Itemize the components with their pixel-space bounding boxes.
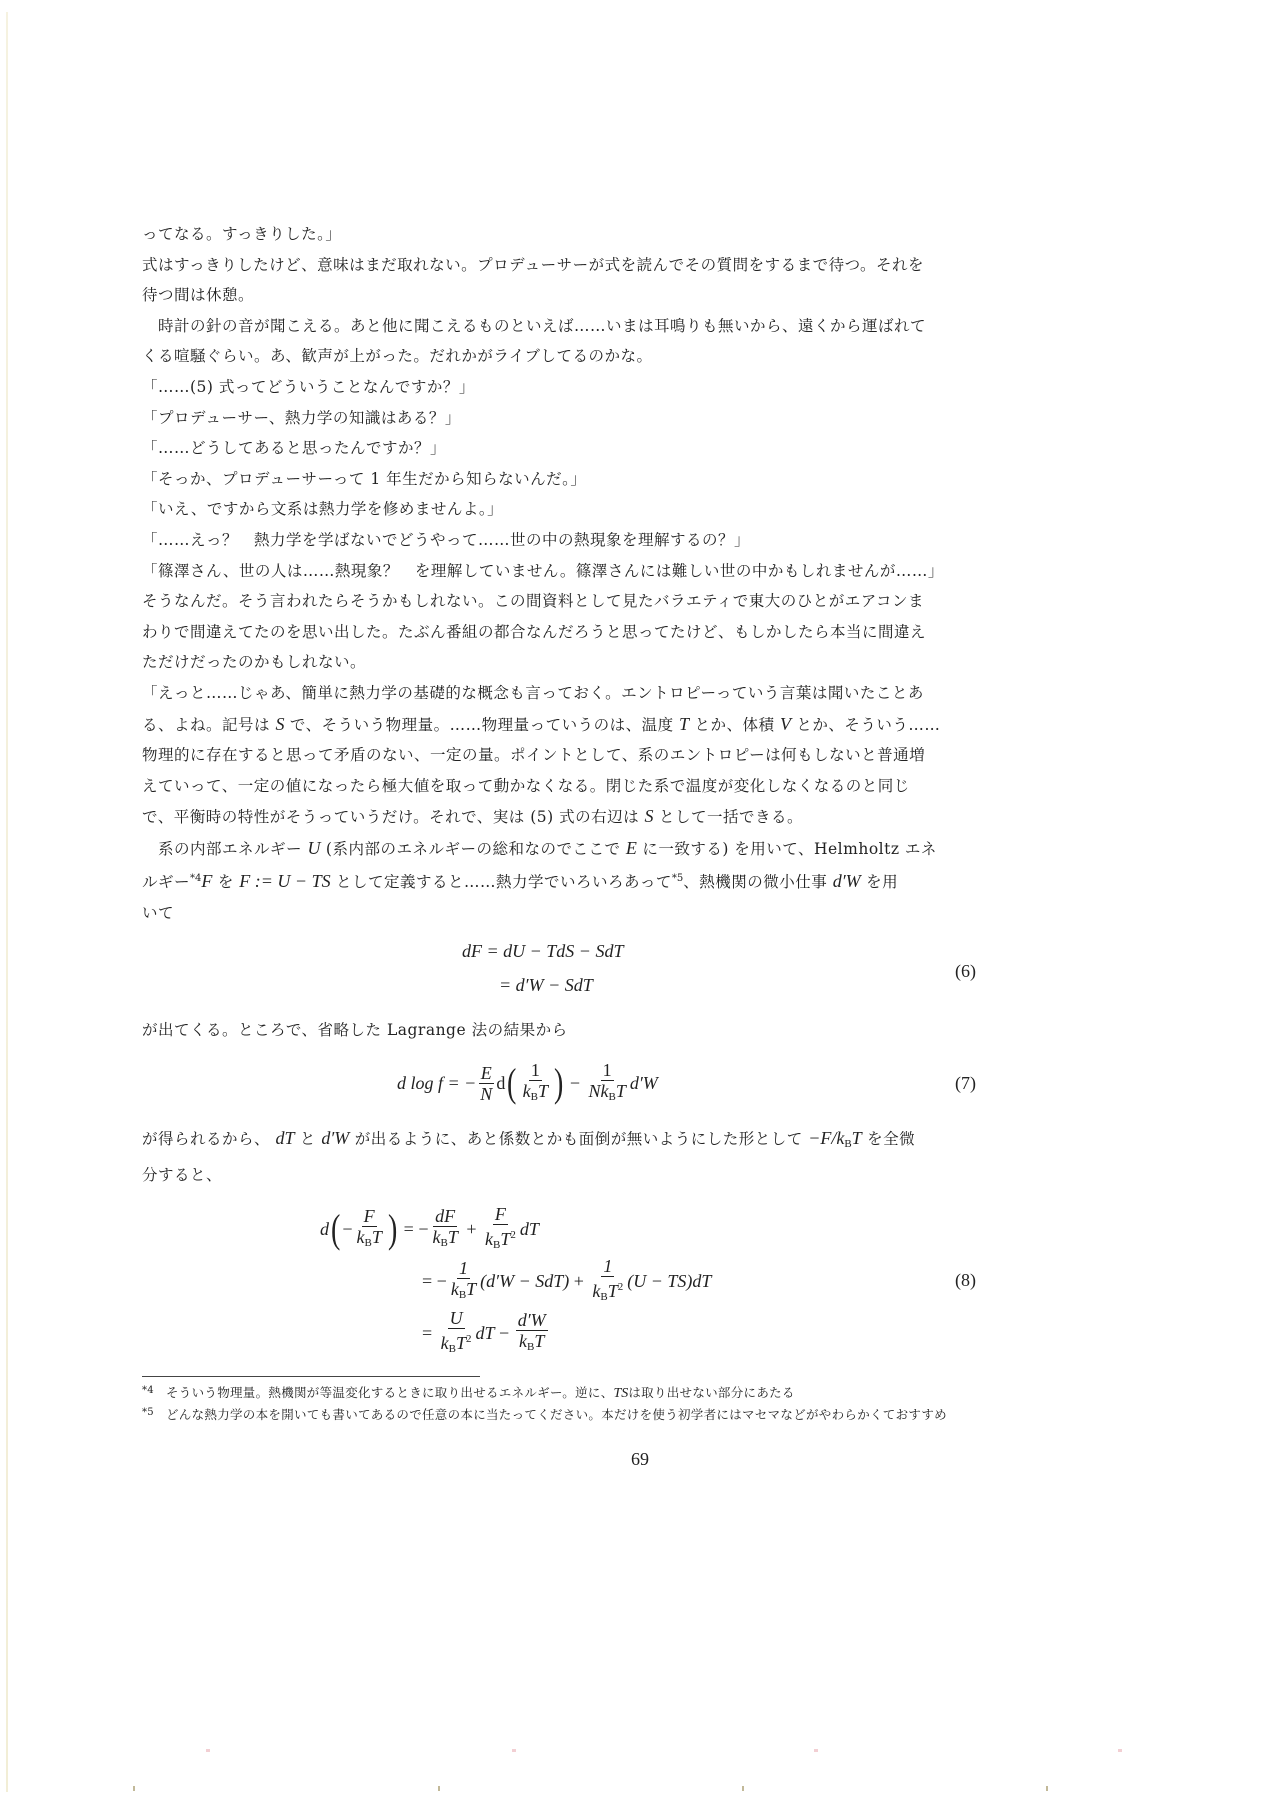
- body-line: そうなんだ。そう言われたらそうかもしれない。この間資料として見たバラエティで東大のひとがエアコンま: [142, 592, 924, 611]
- math-expression: $-F/k_BT$: [808, 1128, 862, 1151]
- math-symbol-dW: d′W: [832, 871, 861, 892]
- text: に一致する) を用いて、Helmholtz エネ: [642, 839, 937, 858]
- math-symbol-E: E: [625, 837, 637, 858]
- body-line: [142, 864, 982, 898]
- body-line: わりで間違えてたのを思い出した。たぶん番組の都合なんだろうと思ってたけど、もしかしたら本当に間違え: [142, 622, 927, 641]
- footnote-5: *5 どんな熱力学の本を開いても書いてあるので任意の本に当たってください。本だけを使う初学者にはマセマなどがやわらかくておすすめ: [142, 1403, 998, 1424]
- dialogue-line: 「いえ、ですから文系は熱力学を修めませんよ。」: [142, 500, 504, 519]
- text: として定義すると……熱力学でいろいろあって: [336, 873, 672, 892]
- body-line: えていって、一定の値になったら極大値を取って動かなくなる。閉じた系で温度が変化しなくなるのと同じ: [142, 776, 910, 795]
- fraction-1-over-NkBT: $\frac{1}{Nk_BT}$: [588, 1059, 626, 1103]
- body-line: 物理的に存在すると思って矛盾のない、一定の量。ポイントとして、系のエントロピーは何もしないと普通増: [142, 746, 926, 765]
- body-line: 「えっと……じゃあ、簡単に熱力学の基礎的な概念も言っておく。エントロピーっていう言葉は聞いたことあ: [142, 683, 924, 702]
- footnote-mark: *4: [142, 1385, 154, 1397]
- equation-7: [142, 1051, 982, 1123]
- scan-binding-edge: [6, 12, 8, 1792]
- footnote-ref-4[interactable]: *4: [190, 873, 202, 885]
- math-symbol-F: F: [201, 871, 213, 892]
- equation-number: (6): [955, 960, 976, 981]
- equation-6: [142, 941, 982, 1015]
- math-definition: F := U − TS: [239, 871, 331, 892]
- body-line: が出てくる。ところで、省略した Lagrange 法の結果から: [142, 1020, 568, 1039]
- text: 、熱機関の微小仕事: [683, 873, 828, 892]
- dialogue-line: 「プロデューサー、熱力学の知識はある？」: [142, 408, 461, 427]
- dialogue-line: 「……(5) 式ってどういうことなんですか？」: [142, 377, 475, 396]
- footnote-mark: *5: [142, 1407, 154, 1419]
- equation-8-line-1: d ( − $\frac{F}{k_BT}$ ) = − $\frac{dF}{k_BT}$ + $\frac{F}{k_BT^2}$ dT: [320, 1203, 539, 1252]
- footnote-ref-5[interactable]: *5: [671, 873, 684, 885]
- text: が得られるから、: [142, 1130, 271, 1149]
- document-page: [142, 219, 982, 1424]
- equation-7-body: d log f = − $\frac{E}{N}$ d ( $\frac{1}{k_BT}$ ) − $\frac{1}{Nk_BT}$ d′W: [397, 1059, 658, 1106]
- eq7-lhs: d log f = −: [397, 1072, 477, 1093]
- text: を: [217, 873, 234, 892]
- footnotes: [142, 1381, 982, 1424]
- body-line: 分すると、: [142, 1165, 223, 1184]
- page-number: 69: [631, 1449, 649, 1469]
- body-line: [142, 709, 982, 741]
- math-symbol-S: S: [275, 713, 285, 734]
- equation-6-line-1: dF = dU − TdS − SdT: [462, 940, 624, 961]
- text: で、平衡時の特性がそうっていうだけ。それで、実は (5) 式の右辺は: [142, 808, 640, 827]
- dialogue-line: 「……えっ？ 熱力学を学ばないでどうやって……世の中の熱現象を理解するの？」: [142, 530, 751, 549]
- body-line: 式はすっきりしたけど、意味はまだ取れない。プロデューサーが式を読んでその質問をするまで待つ。それを: [142, 255, 924, 274]
- text: と: [299, 1130, 316, 1149]
- math-symbol-U: U: [307, 837, 321, 858]
- equation-number: (7): [955, 1073, 976, 1094]
- fraction-E-over-N: $\frac{E}{N}$: [480, 1062, 493, 1104]
- math-symbol-TS: TS: [613, 1386, 629, 1402]
- fraction-1-over-kBT: $\frac{1}{k_BT}$: [522, 1059, 548, 1103]
- footnote-divider: [142, 1376, 480, 1377]
- body-line: [142, 833, 982, 865]
- math-symbol-S: S: [644, 806, 654, 827]
- equation-number: (8): [955, 1270, 976, 1291]
- text: を全微: [867, 1130, 916, 1149]
- math-symbol-V: V: [779, 713, 791, 734]
- body-line: ってなる。すっきりした。」: [142, 225, 342, 243]
- text: 系の内部エネルギー: [158, 839, 303, 858]
- body-line: [142, 801, 982, 833]
- equation-8-line-3: = $\frac{U}{k_BT^2}$ dT − $\frac{d'W}{k_BT}$: [422, 1307, 546, 1355]
- text: とか、体積: [694, 715, 775, 734]
- body-line: くる喧騒ぐらい。あ、歓声が上がった。だれかがライブしてるのかな。: [142, 347, 653, 366]
- body-line: 時計の針の音が聞こえる。あと他に聞こえるものといえば……いまは耳鳴りも無いから、遠くから運ばれて: [158, 316, 927, 335]
- dialogue-line: 「そっか、プロデューサーって 1 年生だから知らないんだ。」: [142, 469, 587, 488]
- text: とか、そういう……: [796, 715, 941, 734]
- text: で、そういう物理量。……物理量っていうのは、温度: [289, 715, 674, 734]
- equation-6-line-2: = d′W − SdT: [499, 974, 593, 995]
- text: として一括できる。: [658, 808, 803, 827]
- math-symbol-dT: dT: [275, 1128, 295, 1149]
- body-line: ただけだったのかもしれない。: [142, 653, 367, 672]
- footnote-4: *4 そういう物理量。熱機関が等温変化するときに取り出せるエネルギー。逆に、TSは取り出せない部分にあたる: [142, 1381, 998, 1403]
- text: ルギー: [142, 873, 191, 892]
- body-line: いて: [142, 904, 175, 923]
- equation-8-line-2: = − $\frac{1}{k_BT}$ (d′W − SdT) + $\frac{1}{k_BT^2}$ (U − TS)dT: [422, 1255, 712, 1303]
- text: が出るように、あと係数とかも面倒が無いようにした形として: [354, 1130, 803, 1149]
- text: (系内部のエネルギーの総和なのでここで: [325, 839, 621, 858]
- text: を用: [866, 873, 899, 892]
- math-symbol-dW: d′W: [321, 1128, 350, 1149]
- body-line: 待つ間は休憩。: [142, 286, 255, 305]
- dialogue-line: 「……どうしてあると思ったんですか？」: [142, 439, 447, 458]
- body-line: [142, 1123, 982, 1160]
- equation-8: [142, 1204, 982, 1364]
- math-symbol-T: T: [679, 713, 690, 734]
- text: る、よね。記号は: [142, 715, 271, 734]
- dialogue-line: 「篠澤さん、世の人は……熱現象？ を理解していません。篠澤さんには難しい世の中かもしれませんが……」: [142, 561, 944, 580]
